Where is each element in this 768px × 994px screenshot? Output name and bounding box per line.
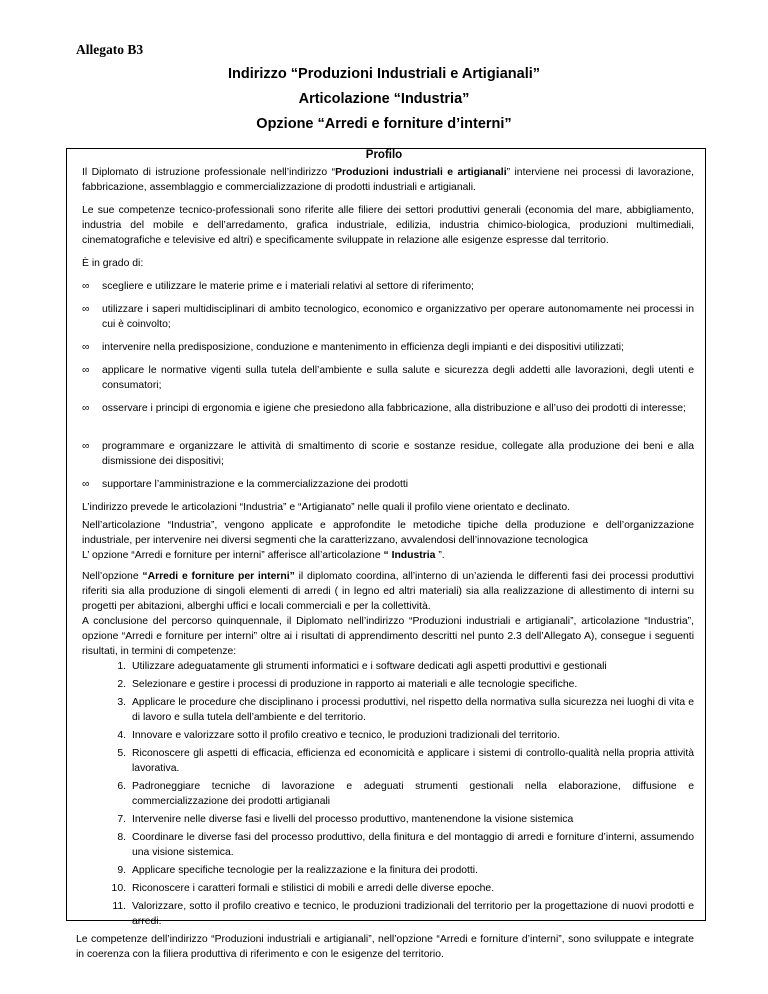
bullet-item: ∞ supportare l’amministrazione e la commercializzazione dei prodotti xyxy=(82,479,409,490)
competenza-item: 11. Valorizzare, sotto il profilo creativo e tecnico, le produzioni tradizionali del territorio per la progettazione di nuovi prodotti e arredi. xyxy=(112,901,694,927)
competenza-item: 7. Intervenire nelle diverse fasi e livelli del processo produttivo, mantenendone la visione sistemica xyxy=(117,814,574,825)
competenza-item: 2. Selezionare e gestire i processi di produzione in rapporto ai materiali e alle tecnologie specifiche. xyxy=(117,679,578,690)
title-articolazione: Articolazione “Industria” xyxy=(298,91,470,107)
bullet-item: ∞ osservare i principi di ergonomia e igiene che presiedono alla fabbricazione, alla distribuzione e all’uso dei prodotti di interesse; xyxy=(82,403,686,414)
paragraph-competenze-tecniche: Le sue competenze tecnico-professionali sono riferite alle filiere dei settori produttivi generali (economia del mare, abbigliamento, industria del mobile e dell’arredamento, grafica industriale, edilizia, industria chimico-biologica, produzioni multimediali, cinematografiche e televisive ed altri) e specificamente sviluppate in relazione alle esigenze espresse dal territorio. xyxy=(82,205,694,246)
bullet-item: ∞ programmare e organizzare le attività di smaltimento di scorie e sostanze residue, collegate alla produzione dei beni e alla dismissione dei dispositivi; xyxy=(82,441,694,467)
paragraph-articolazioni: L’indirizzo prevede le articolazioni “Industria” e “Artigianato” nelle quali il profilo viene orientato e declinato. xyxy=(82,502,571,513)
infinity-bullet-icon: ∞ xyxy=(82,365,90,376)
infinity-bullet-icon: ∞ xyxy=(82,342,90,353)
infinity-bullet-icon: ∞ xyxy=(82,403,90,414)
bullet-item: ∞ utilizzare i saperi multidisciplinari di ambito tecnologico, economico e organizzativo per operare autonomamente nei processi in cui è coinvolto; xyxy=(82,304,694,330)
allegato-label: Allegato B3 xyxy=(76,42,144,57)
infinity-bullet-icon: ∞ xyxy=(82,479,90,490)
title-opzione: Opzione “Arredi e forniture d’interni” xyxy=(256,116,512,132)
title-indirizzo: Indirizzo “Produzioni Industriali e Artigianali” xyxy=(227,66,541,82)
competenza-item: 5. Riconoscere gli aspetti di efficacia, efficienza ed economicità e applicare i sistemi di controllo-qualità nella propria attività lavorativa. xyxy=(117,748,694,774)
competenza-item: 3. Applicare le procedure che disciplinano i processi produttivi, nel rispetto della normativa sulla sicurezza nei luoghi di vita e di lavoro e sulla tutela dell’ambiente e del territorio. xyxy=(117,697,694,723)
paragraph-conclusione: A conclusione del percorso quinquennale, il Diplomato nell’indirizzo “Produzioni industriali e artigianali”, articolazione “Industria”, opzione “Arredi e forniture per interni” oltre ai i risultati di apprendimento descritti nel punto 2.3 dell’Allegato A), consegue i seguenti risultati, in termini di competenze: xyxy=(82,616,694,657)
paragraph-opzione-arredi: Nell’opzione “Arredi e forniture per interni” il diplomato coordina, all’interno di un’azienda le differenti fasi dei processi produttivi riferiti sia alla produzione di singoli elementi di arredi ( in legno ed altri materiali) sia alla realizzazione di allestimento di interni su progetti per abitazioni, alberghi uffici e locali commerciali e per la collettività. xyxy=(82,571,694,612)
infinity-bullet-icon: ∞ xyxy=(82,304,90,315)
bullet-item: ∞ applicare le normative vigenti sulla tutela dell’ambiente e sulla salute e sicurezza degli addetti alle lavorazioni, degli utenti e consumatori; xyxy=(82,365,694,391)
paragraph-opzione-afferisce: L’ opzione “Arredi e forniture per interni” afferisce all’articolazione “ Industria ”. xyxy=(82,550,445,561)
paragraph-industria: Nell’articolazione “Industria”, vengono applicate e approfondite le metodiche tipiche della produzione e dell’organizzazione industriale, per intervenire nei diversi segmenti che la caratterizzano, avvalendosi dell’innovazione tecnologica xyxy=(82,520,694,546)
infinity-bullet-icon: ∞ xyxy=(82,281,90,292)
competenza-item: 4. Innovare e valorizzare sotto il profilo creativo e tecnico, le produzioni tradizionali del territorio. xyxy=(117,730,560,741)
competenza-item: 9. Applicare specifiche tecnologie per la realizzazione e la finitura dei prodotti. xyxy=(117,865,478,876)
profilo-heading: Profilo xyxy=(365,149,403,161)
paragraph-in-grado-di: È in grado di: xyxy=(82,258,144,269)
paragraph-closing: Le competenze dell’indirizzo “Produzioni industriali e artigianali”, nell’opzione “Arredi e forniture d’interni”, sono sviluppate e integrate in coerenza con la filiera produttiva di riferimento e con le esigenze del territorio. xyxy=(76,934,694,960)
competenza-item: 10. Riconoscere i caratteri formali e stilistici di mobili e arredi delle diverse epoche. xyxy=(111,883,495,894)
competenza-item: 6. Padroneggiare tecniche di lavorazione e adeguati strumenti gestionali nella elaborazione, diffusione e commercializzazione dei prodotti artigianali xyxy=(117,781,694,807)
bullet-item: ∞ intervenire nella predisposizione, conduzione e mantenimento in efficienza degli impianti e dei dispositivi utilizzati; xyxy=(82,342,624,353)
bullet-item: ∞ scegliere e utilizzare le materie prime e i materiali relativi al settore di riferimento; xyxy=(82,281,474,292)
competenza-item: 1. Utilizzare adeguatamente gli strumenti informatici e i software dedicati agli aspetti produttivi e gestionali xyxy=(117,661,607,672)
competenza-item: 8. Coordinare le diverse fasi del processo produttivo, della finitura e del montaggio di arredi e forniture d’interni, assumendo una visione sistemica. xyxy=(117,832,694,858)
paragraph-diplomato: Il Diplomato di istruzione professionale nell’indirizzo “Produzioni industriali e artigianali” interviene nei processi di lavorazione, fabbricazione, assemblaggio e commercializzazione di prodotti industriali e artigianali. xyxy=(82,167,694,193)
infinity-bullet-icon: ∞ xyxy=(82,441,90,452)
